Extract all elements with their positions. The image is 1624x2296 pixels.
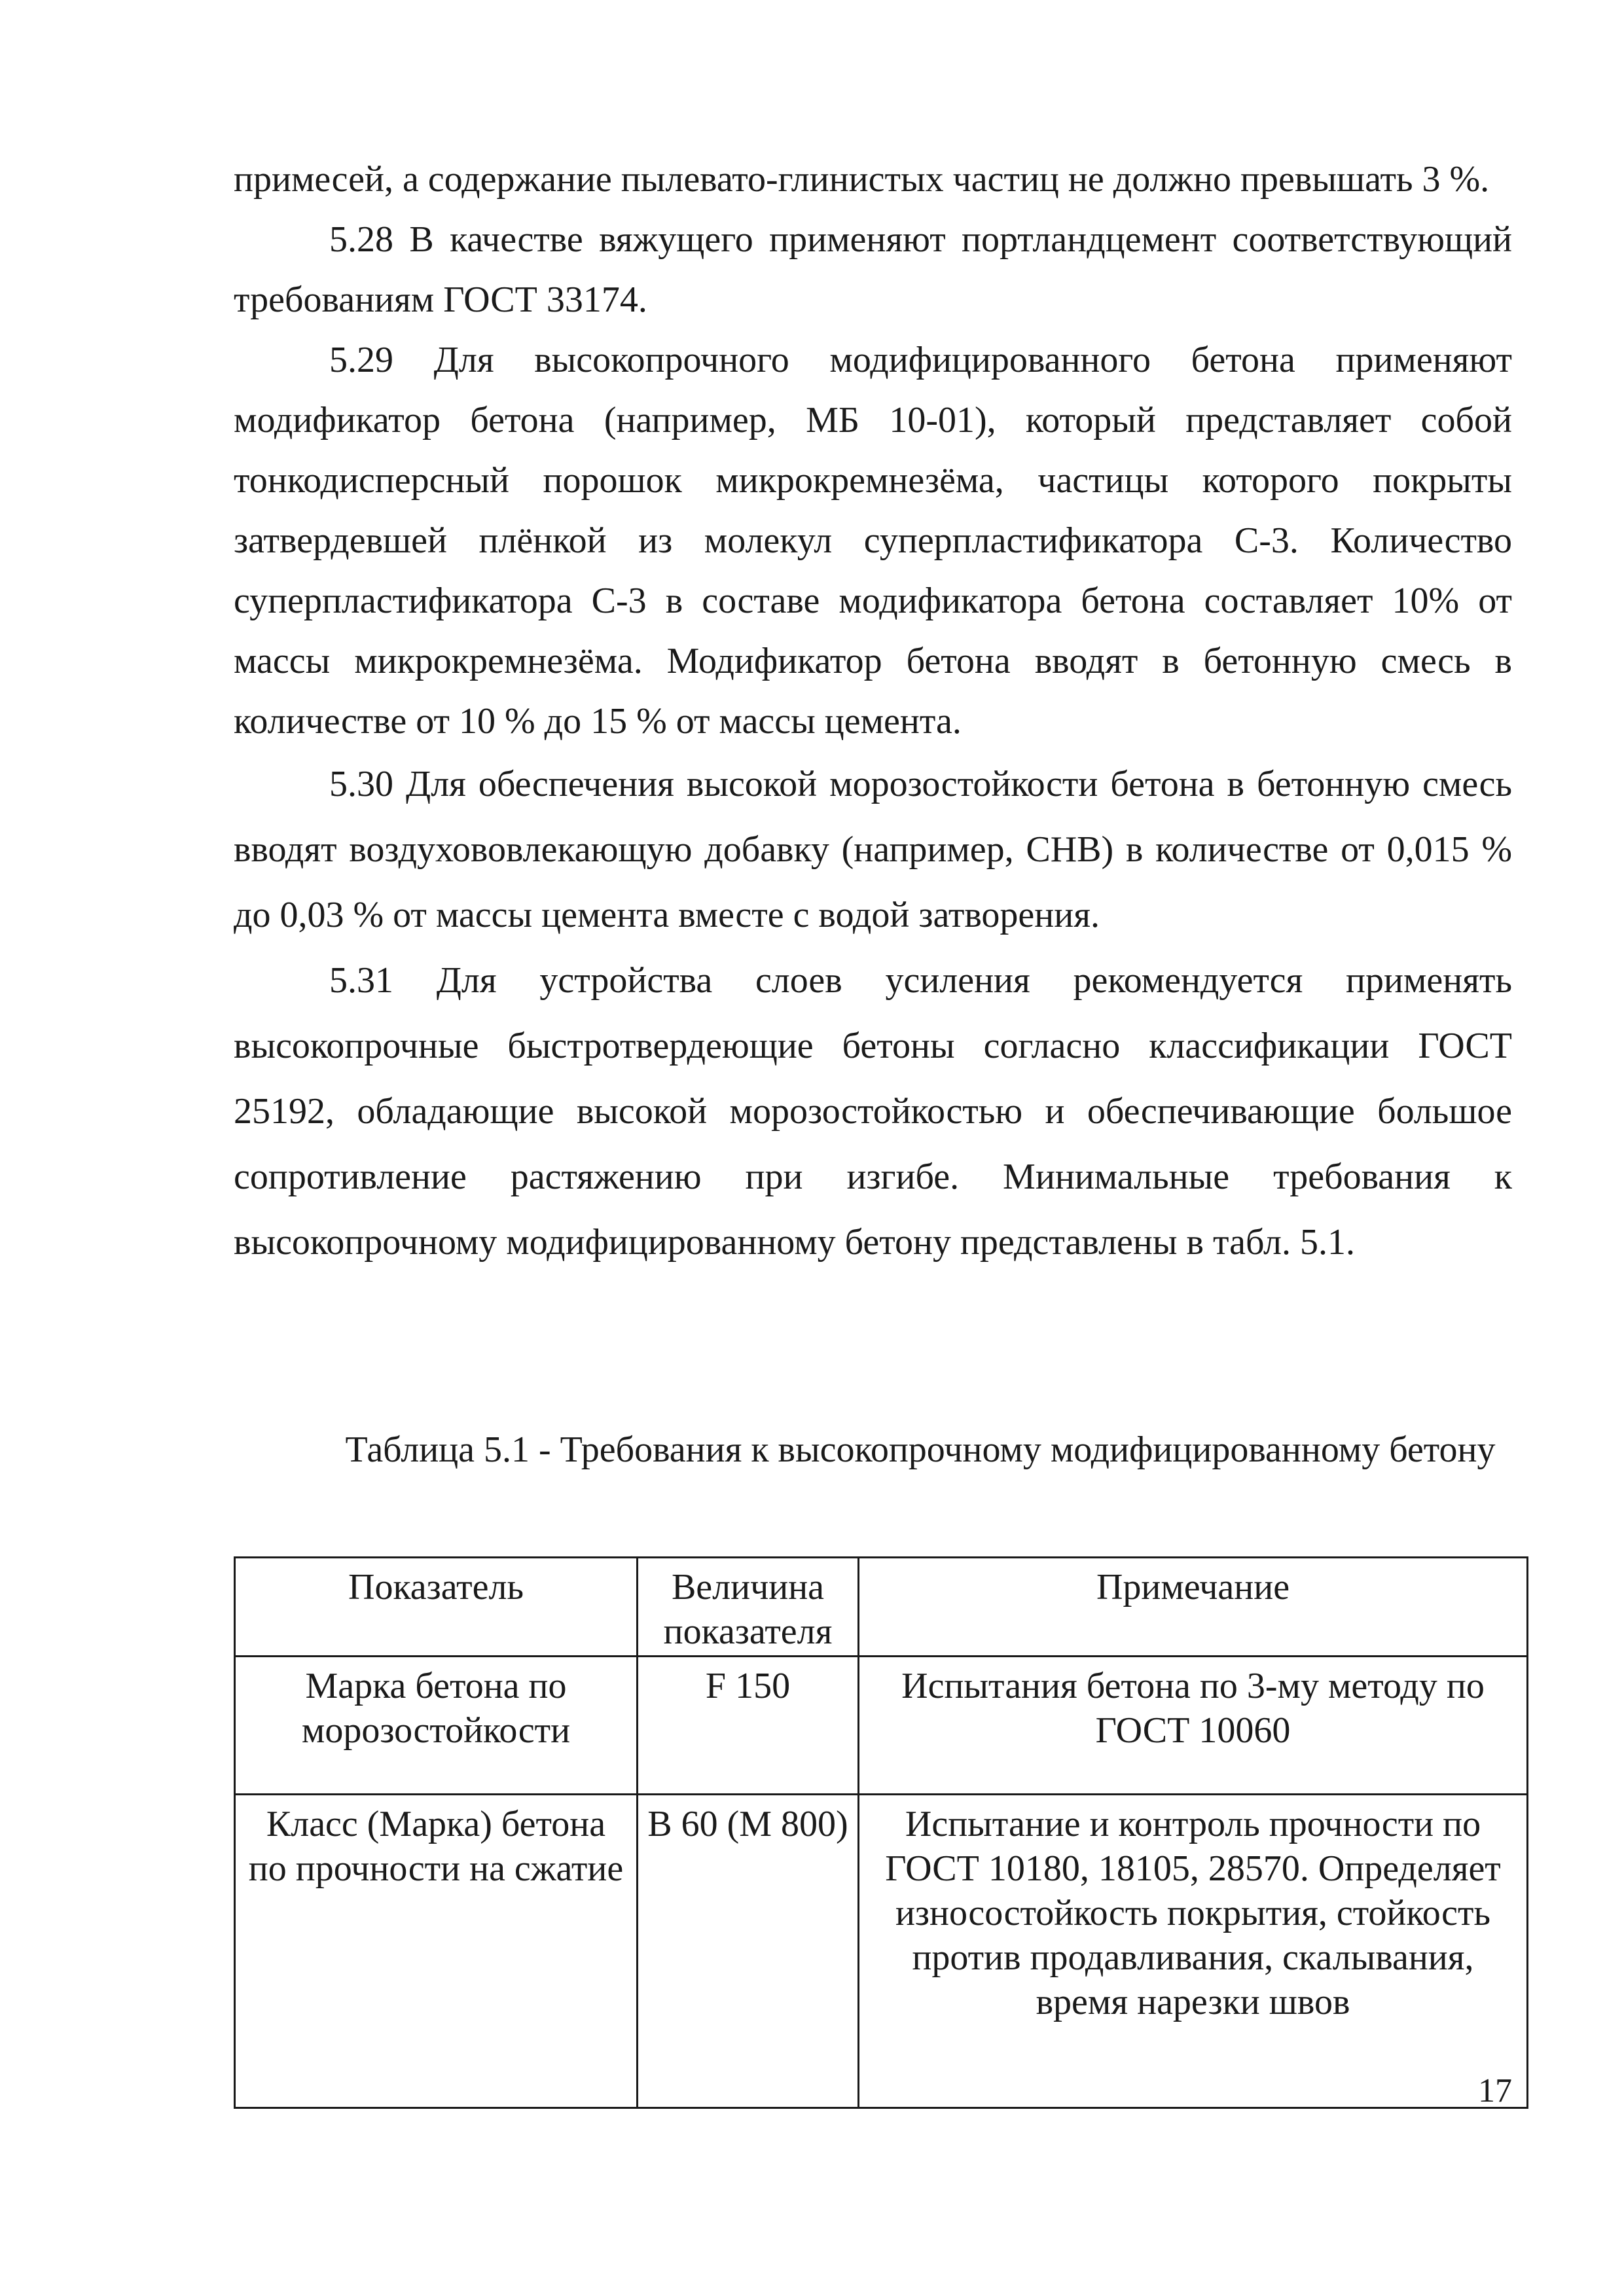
table-caption: Таблица 5.1 - Требования к высокопрочному модифицированному бетону <box>345 1429 1496 1470</box>
paragraph-5-29: 5.29 Для высокопрочного модифицированного бетона применяют модификатор бетона (например, МБ 10-01), который представляет собой тонкодисперсный порошок микрокремнезёма, частицы которого покрыты затвердевшей плёнкой из молекул суперпластификатора С-3. Количество суперпластификатора С-3 в составе модификатора бетона составляет 10% от массы микрокремнезёма. Модификатор бетона вводят в бетонную смесь в количестве от 10 % до 15 % от массы цемента. <box>234 340 1512 742</box>
paragraph-5-30: 5.30 Для обеспечения высокой морозостойкости бетона в бетонную смесь вводят воздухововлекающую добавку (например, СНВ) в количестве от 0,015 % до 0,03 % от массы цемента вместе с водой затворения. <box>234 764 1512 935</box>
table-cell-value: F 150 <box>638 1657 859 1795</box>
column-header-value: Величина показателя <box>638 1558 859 1657</box>
table-caption-block <box>234 1417 1512 1482</box>
column-header-note: Примечание <box>859 1558 1528 1657</box>
paragraph-5-28: 5.28 В качестве вяжущего применяют портландцемент соответствующий требованиям ГОСТ 33174. <box>234 219 1512 320</box>
table-cell-note: Испытание и контроль прочности по ГОСТ 10180, 18105, 28570. Определяет износостойкость покрытия, стойкость против продавливания, скалывания, время нарезки швов <box>859 1795 1528 2108</box>
table-cell-value: В 60 (М 800) <box>638 1795 859 2108</box>
body-text <box>234 149 1512 1275</box>
table-row <box>235 1657 1528 1795</box>
requirements-table <box>234 1556 1528 2109</box>
table-row <box>235 1795 1528 2108</box>
table-cell-note: Испытания бетона по 3-му методу по ГОСТ 10060 <box>859 1657 1528 1795</box>
table-cell-indicator: Марка бетона по морозостойкости <box>235 1657 638 1795</box>
table-header-row <box>235 1558 1528 1657</box>
page-number: 17 <box>1478 2072 1512 2109</box>
paragraph-5-31: 5.31 Для устройства слоев усиления рекомендуется применять высокопрочные быстротвердеющие бетоны согласно классификации ГОСТ 25192, обладающие высокой морозостойкостью и обеспечивающие большое сопротивление растяжению при изгибе. Минимальные требования к высокопрочному модифицированному бетону представлены в табл. 5.1. <box>234 960 1512 1263</box>
paragraph-continuation: примесей, а содержание пылевато-глинистых частиц не должно превышать 3 %. <box>234 159 1490 200</box>
table-cell-indicator: Класс (Марка) бетона по прочности на сжатие <box>235 1795 638 2108</box>
column-header-indicator: Показатель <box>235 1558 638 1657</box>
